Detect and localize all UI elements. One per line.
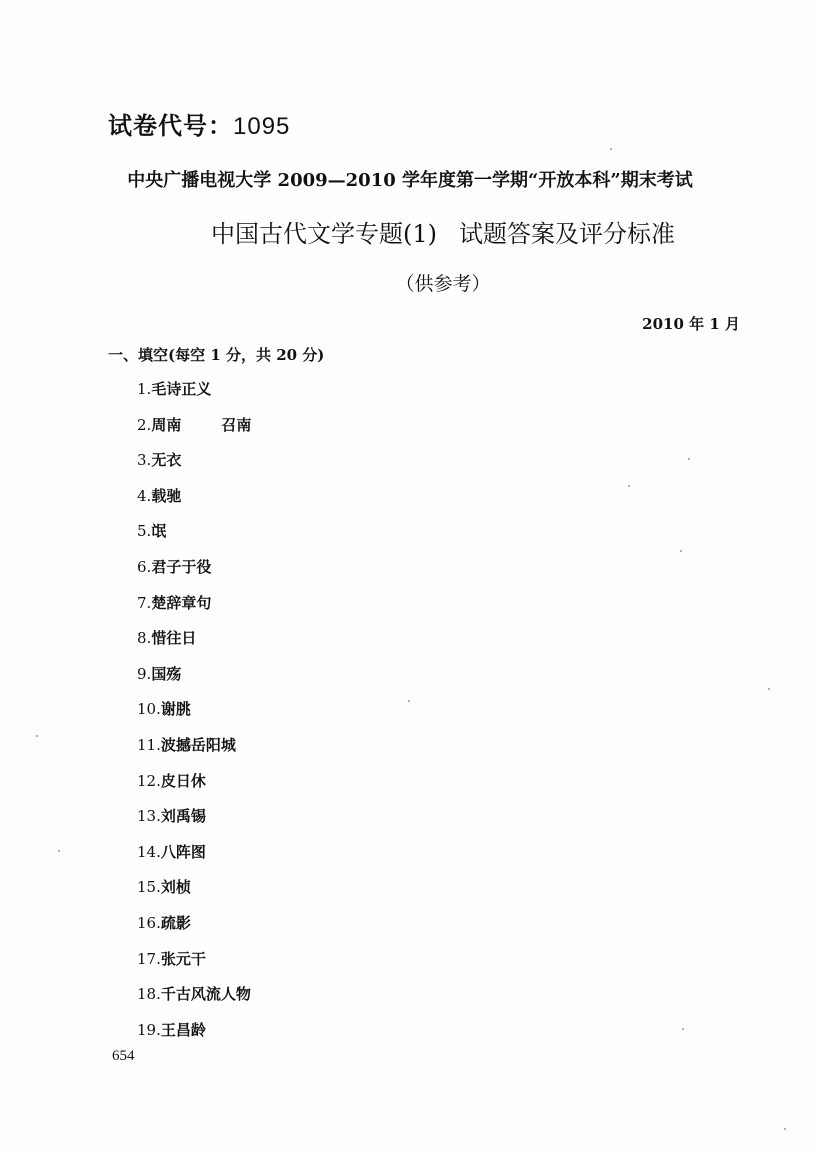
answer-text: 惜往日: [151, 629, 197, 648]
scan-speck: [680, 550, 682, 552]
answer-number: 5.: [137, 522, 152, 541]
answer-text: 张元干: [160, 949, 206, 968]
answer-item: [137, 1013, 251, 1049]
answer-item: [137, 550, 251, 586]
answer-item: [137, 443, 251, 479]
answer-item: [137, 728, 251, 764]
section-title: 一、填空(每空 1 分，共 20 分): [108, 346, 325, 364]
answer-item: [137, 942, 251, 978]
answer-text: 刘禹锡: [160, 807, 206, 826]
answer-item: [137, 372, 251, 408]
answer-text: 载驰: [151, 486, 182, 505]
scan-speck: [688, 458, 690, 460]
answer-number: 7.: [137, 593, 152, 612]
answer-number: 14.: [137, 842, 161, 861]
page-number: 654: [112, 1048, 135, 1064]
answer-number: 9.: [137, 664, 152, 683]
answer-number: 8.: [137, 629, 152, 648]
answer-number: 16.: [137, 913, 161, 932]
answer-number: 12.: [137, 771, 161, 790]
answer-text: 王昌龄: [160, 1020, 206, 1039]
answer-text: 氓: [151, 522, 167, 541]
answer-text: 谢朓: [160, 700, 191, 719]
answer-number: 4.: [137, 486, 152, 505]
answer-number: 19.: [137, 1020, 161, 1039]
answer-text: 刘桢: [160, 878, 191, 897]
answer-item: [137, 870, 251, 906]
answer-list: [137, 372, 251, 1048]
answer-item: [137, 514, 251, 550]
answer-item: [137, 621, 251, 657]
answer-text: 毛诗正义: [151, 380, 212, 398]
answer-number: 11.: [137, 735, 161, 754]
document-title: [0, 214, 820, 249]
scan-speck: [36, 735, 38, 737]
answer-item: [137, 586, 251, 622]
answer-text: 周南: [151, 415, 182, 434]
scan-speck: [610, 148, 612, 150]
answer-item: [137, 799, 251, 835]
scan-speck: [768, 688, 770, 690]
scan-speck: [628, 485, 630, 487]
exam-date: 2010 年 1 月: [642, 315, 740, 333]
reference-note: （供参考）: [395, 273, 491, 295]
answer-item: [137, 479, 251, 515]
answer-number: 6.: [137, 557, 152, 576]
answer-text: 千古风流人物: [160, 985, 251, 1004]
answer-number: 17.: [137, 949, 161, 968]
scan-speck: [784, 1128, 786, 1130]
answer-item: [137, 906, 251, 942]
answer-number: 3.: [137, 451, 152, 470]
answer-number: 18.: [137, 985, 161, 1004]
exam-code: [108, 106, 290, 141]
exam-header: 中央广播电视大学 2009—2010 学年度第一学期“开放本科”期末考试: [127, 170, 693, 191]
answer-text: 无衣: [151, 451, 182, 470]
answer-text: 楚辞章句: [151, 593, 212, 612]
answer-number: 1.: [137, 380, 152, 398]
scan-speck: [682, 1028, 684, 1030]
answer-text: 皮日休: [160, 771, 206, 790]
title-subtitle: 试题答案及评分标准: [459, 220, 675, 248]
answer-number: 15.: [137, 878, 161, 897]
answer-text: 波撼岳阳城: [160, 735, 236, 754]
scan-speck: [58, 850, 60, 852]
answer-item: [137, 657, 251, 693]
title-course: 中国古代文学专题(1): [211, 220, 437, 248]
answer-item: [137, 408, 251, 444]
answer-text-second: 召南: [221, 415, 252, 434]
answer-text: 疏影: [160, 913, 191, 932]
exam-code-value: 1095: [233, 113, 291, 140]
answer-number: 13.: [137, 807, 161, 826]
scan-speck: [408, 700, 410, 702]
answer-item: [137, 835, 251, 871]
answer-item: [137, 692, 251, 728]
answer-item: [137, 764, 251, 800]
answer-number: 10.: [137, 700, 161, 719]
answer-item: [137, 977, 251, 1013]
answer-text: 国殇: [151, 664, 182, 683]
answer-text: 八阵图: [160, 842, 206, 861]
answer-text: 君子于役: [151, 557, 212, 576]
exam-code-label: 试卷代号：: [108, 111, 233, 140]
answer-number: 2.: [137, 415, 152, 434]
